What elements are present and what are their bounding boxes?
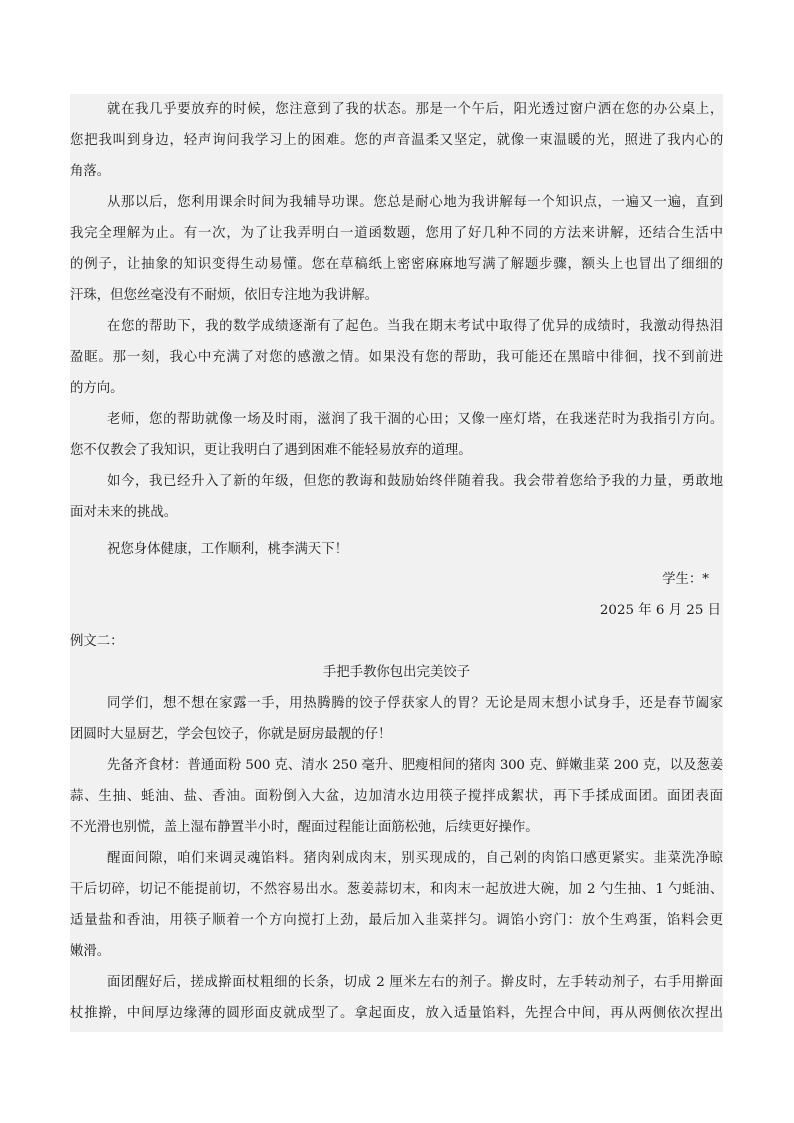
letter-p2-line-3: 的例子，让抽象的知识变得生动易懂。您在草稿纸上密密麻麻地写满了解题步骤，额头上也冒出了细细的 — [70, 257, 723, 272]
letter-p3-line-2: 盈眶。那一刻，我心中充满了对您的感激之情。如果没有您的帮助，我可能还在黑暗中徘徊，找不到前进 — [70, 350, 723, 365]
example-p2-line-3: 不光滑也别慌，盖上湿布静置半小时，醒面过程能让面筋松弛，后续更好操作。 — [70, 820, 539, 835]
example-p2-line-1: 先备齐食材：普通面粉 500 克、清水 250 毫升、肥瘦相间的猪肉 300 克、鲜嫩韭菜 200 克，以及葱姜 — [107, 758, 723, 773]
example-p1-line-1: 同学们，想不想在家露一手，用热腾腾的饺子俘获家人的胃？无论是周末想小试身手，还是春节阖家 — [107, 696, 723, 711]
letter-p1-line-3: 角落。 — [70, 164, 111, 179]
letter-p4-line-1: 老师，您的帮助就像一场及时雨，滋润了我干涸的心田；又像一座灯塔，在我迷茫时为我指引方向。 — [107, 412, 723, 427]
example-p1-line-2: 团圆时大显厨艺，学会包饺子，你就是厨房最靓的仔！ — [70, 727, 392, 742]
example-p3-line-2: 干后切碎，切记不能提前切，不然容易出水。葱姜蒜切末，和肉末一起放进大碗，加 2 勺生抽、1 勺蚝油、 — [70, 882, 723, 897]
letter-p2-line-1: 从那以后，您利用课余时间为我辅导功课。您总是耐心地为我讲解每一个知识点，一遍又一遍，直到 — [107, 195, 723, 210]
example-label: 例文二： — [70, 634, 124, 649]
document-body — [70, 94, 723, 1032]
letter-p2-line-2: 我完全理解为止。有一次，为了让我弄明白一道函数题，您用了好几种不同的方法来讲解，还结合生活中 — [70, 226, 723, 241]
letter-p1-line-2: 您把我叫到身边，轻声询问我学习上的困难。您的声音温柔又坚定，就像一束温暖的光，照进了我内心的 — [70, 133, 723, 148]
letter-p2-line-4: 汗珠，但您丝毫没有不耐烦，依旧专注地为我讲解。 — [70, 288, 378, 303]
example-title: 手把手教你包出完美饺子 — [322, 665, 471, 680]
example-p3-line-4: 嫩滑。 — [70, 944, 111, 959]
letter-p4-line-2: 您不仅教会了我知识，更让我明白了遇到困难不能轻易放弃的道理。 — [70, 443, 472, 458]
letter-p1-line-1: 就在我几乎要放弃的时候，您注意到了我的状态。那是一个午后，阳光透过窗户洒在您的办公桌上， — [107, 102, 723, 117]
letter-signature: 学生：* — [662, 572, 709, 587]
letter-p5-line-1: 如今，我已经升入了新的年级，但您的教诲和鼓励始终伴随着我。我会带着您给予我的力量，勇敢地 — [107, 474, 723, 489]
letter-p3-line-3: 的方向。 — [70, 381, 124, 396]
letter-closing: 祝您身体健康，工作顺利，桃李满天下！ — [107, 542, 349, 557]
example-p2-line-2: 蒜、生抽、蚝油、盐、香油。面粉倒入大盆，边加清水边用筷子搅拌成絮状，再下手揉成面团。面团表面 — [70, 789, 723, 804]
example-p3-line-1: 醒面间隙，咱们来调灵魂馅料。猪肉剁成肉末，别买现成的，自己剁的肉馅口感更紧实。韭菜洗净晾 — [107, 851, 723, 866]
example-p4-line-2: 杖推擀，中间厚边缘薄的圆形面皮就成型了。拿起面皮，放入适量馅料，先捏合中间，再从两侧依次捏出 — [70, 1006, 723, 1021]
example-p4-line-1: 面团醒好后，搓成擀面杖粗细的长条，切成 2 厘米左右的剂子。擀皮时，左手转动剂子，右手用擀面 — [107, 975, 723, 990]
example-p3-line-3: 适量盐和香油，用筷子顺着一个方向搅打上劲，最后加入韭菜拌匀。调馅小窍门：放个生鸡蛋，馅料会更 — [70, 913, 723, 928]
letter-p5-line-2: 面对未来的挑战。 — [70, 505, 178, 520]
letter-p3-line-1: 在您的帮助下，我的数学成绩逐渐有了起色。当我在期末考试中取得了优异的成绩时，我激动得热泪 — [107, 319, 723, 334]
letter-date: 2025 年 6 月 25 日 — [599, 603, 721, 618]
